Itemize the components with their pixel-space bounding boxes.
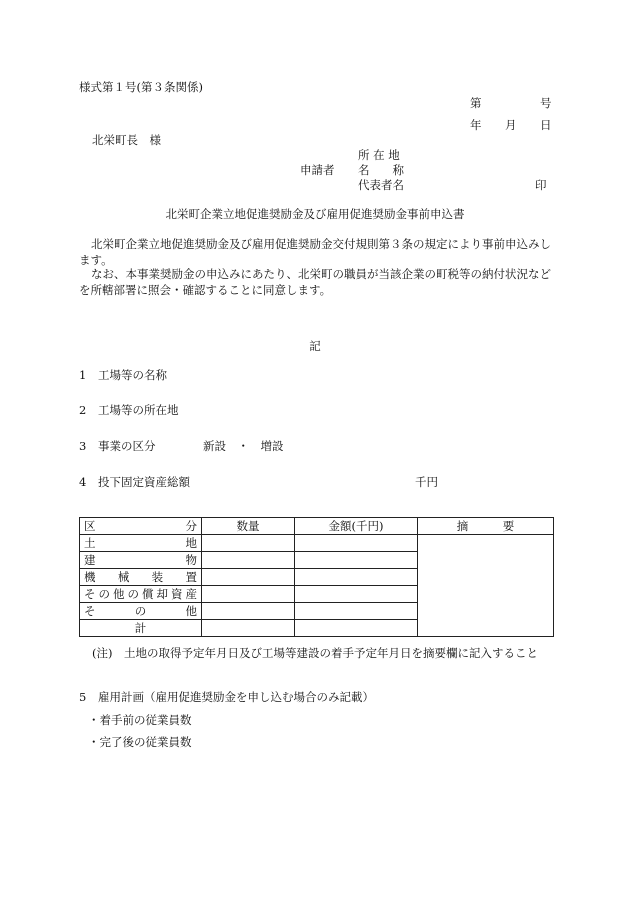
section-5-number: 5 — [79, 690, 87, 704]
row-label-building — [80, 552, 202, 569]
item-2-number: 2 — [79, 403, 87, 417]
ki-heading: 記 — [309, 339, 321, 353]
quantity-cell[interactable] — [202, 586, 295, 603]
body-paragraph-1: 北栄町企業立地促進奨励金及び雇用促進奨励金交付規則第３条の規定により事前申込みします。 — [79, 237, 551, 267]
document-number-suffix: 号 — [540, 96, 552, 110]
bullet-before-employees: ・着手前の従業員数 — [88, 713, 192, 727]
item-1-number: 1 — [79, 368, 87, 382]
row-label-machinery: 機械装置 — [80, 569, 202, 586]
body-paragraph-2: なお、本事業奨励金の申込みにあたり、北栄町の職員が当該企業の町税等の納付状況などを所轄部署に照会・確認することに同意します。 — [79, 267, 551, 297]
amount-cell[interactable] — [295, 620, 418, 637]
date-year: 年 — [470, 118, 482, 132]
quantity-cell[interactable] — [202, 603, 295, 620]
quantity-cell[interactable] — [202, 569, 295, 586]
quantity-cell[interactable] — [202, 552, 295, 569]
quantity-cell[interactable] — [202, 535, 295, 552]
addressee: 北栄町長 様 — [92, 133, 161, 147]
header-amount: 金額(千円) — [295, 518, 418, 535]
amount-cell[interactable] — [295, 603, 418, 620]
quantity-cell[interactable] — [202, 620, 295, 637]
form-number: 様式第１号(第３条関係) — [79, 80, 203, 94]
row-label-right: 地 — [185, 536, 197, 550]
row-label-right: 他 — [185, 604, 197, 618]
item-1-label: 工場等の名称 — [98, 368, 167, 382]
date-day: 日 — [540, 118, 552, 132]
row-label-total: 計 — [80, 620, 202, 637]
asset-table — [79, 517, 554, 637]
remarks-cell[interactable] — [418, 535, 554, 637]
document-number-prefix: 第 — [470, 96, 482, 110]
amount-cell[interactable] — [295, 586, 418, 603]
name-label: 名 称 — [358, 163, 404, 177]
row-label-mid: の — [134, 604, 147, 618]
row-label-right: 物 — [185, 553, 197, 567]
row-label-land — [80, 535, 202, 552]
item-3-label: 事業の区分 — [98, 439, 156, 453]
row-label-left: そ — [84, 604, 96, 618]
item-3-number: 3 — [79, 439, 87, 453]
address-label: 所 在 地 — [358, 148, 400, 162]
row-label-left: 土 — [84, 536, 96, 550]
header-quantity: 数量 — [202, 518, 295, 535]
date-month: 月 — [505, 118, 517, 132]
header-remarks: 摘 要 — [418, 518, 554, 535]
table-note: (注) 土地の取得予定年月日及び工場等建設の着手予定年月日を摘要欄に記入すること — [92, 646, 538, 660]
item-4-unit: 千円 — [415, 475, 438, 489]
section-5-label: 雇用計画（雇用促進奨励金を申し込む場合のみ記載） — [98, 690, 374, 704]
seal-mark: 印 — [535, 178, 547, 192]
row-label-other — [80, 603, 202, 620]
document-title: 北栄町企業立地促進奨励金及び雇用促進奨励金事前申込書 — [165, 207, 465, 221]
amount-cell[interactable] — [295, 535, 418, 552]
amount-cell[interactable] — [295, 552, 418, 569]
applicant-label: 申請者 — [300, 163, 335, 177]
table-row — [80, 535, 554, 552]
row-label-left: 建 — [84, 553, 96, 567]
representative-label: 代表者名 — [358, 178, 404, 192]
item-2-label: 工場等の所在地 — [98, 403, 179, 417]
row-label-other-depreciable: その他の償却資産 — [80, 586, 202, 603]
item-3-options: 新設 ・ 増設 — [203, 439, 284, 453]
item-4-number: 4 — [79, 475, 87, 489]
item-4-label: 投下固定資産総額 — [98, 475, 190, 489]
amount-cell[interactable] — [295, 569, 418, 586]
header-category: 区 分 — [80, 518, 202, 535]
bullet-after-employees: ・完了後の従業員数 — [88, 735, 192, 749]
table-header-row — [80, 518, 554, 535]
